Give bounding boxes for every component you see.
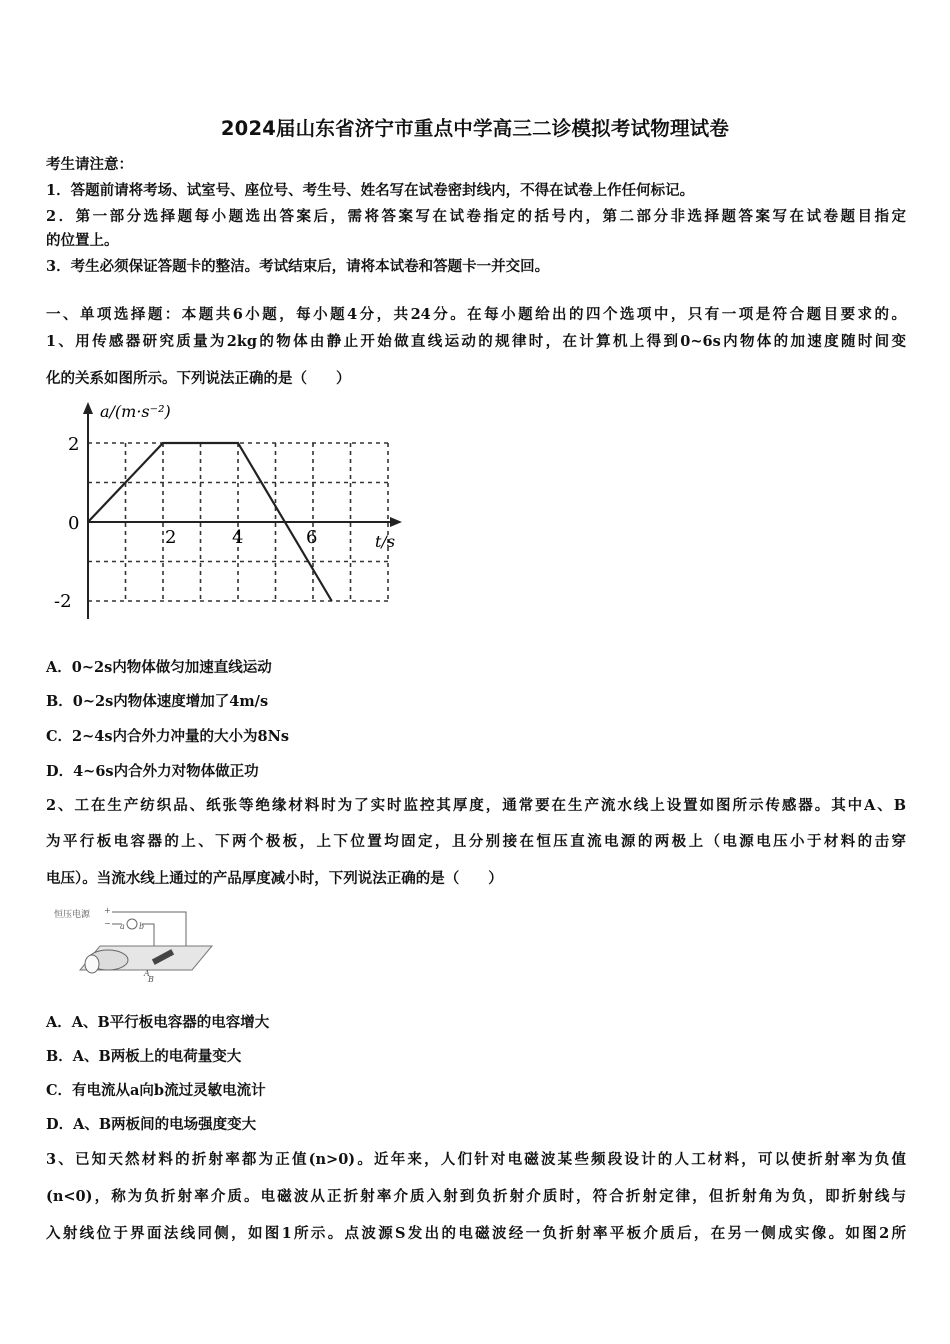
y-tick-label: 0 bbox=[68, 513, 80, 534]
power-source-label: 恒压电源 bbox=[54, 910, 91, 920]
q1-option-b: B．0~2s内物体速度增加了4m/s bbox=[46, 693, 269, 710]
plate-label-a: A bbox=[144, 969, 150, 978]
q2-line2: 为平行板电容器的上、下两个极板，上下位置均固定，且分别接在恒压直流电源的两极上（电源电压小于材料的击穿 bbox=[46, 833, 906, 850]
terminal-a: a bbox=[120, 922, 125, 931]
acceleration-time-graph bbox=[52, 397, 412, 622]
terminal-b: b bbox=[139, 922, 145, 931]
q3-line1: 3、已知天然材料的折射率都为正值(n>0)。近年来，人们针对电磁波某些频段设计的人工材料，可以使折射率为负值 bbox=[46, 1151, 906, 1168]
x-tick-label: 6 bbox=[306, 527, 318, 548]
y-tick-label: -2 bbox=[54, 591, 72, 612]
notice-item-2: 2．第一部分选择题每小题选出答案后，需将答案写在试卷指定的括号内，第二部分非选择题答案写在试卷题目指定 bbox=[46, 208, 906, 225]
q3-line2: (n<0)，称为负折射率介质。电磁波从正折射率介质入射到负折射介质时，符合折射定律，但折射角为负，即折射线与 bbox=[46, 1188, 906, 1205]
x-tick-label: 4 bbox=[232, 527, 244, 548]
minus-sign: − bbox=[104, 919, 111, 928]
section-heading: 一、单项选择题：本题共6小题，每小题4分，共24分。在每小题给出的四个选项中，只有一项是符合题目要求的。 bbox=[46, 306, 906, 323]
q2-line1: 2、工在生产纺织品、纸张等绝缘材料时为了实时监控其厚度，通常要在生产流水线上设置如图所示传感器。其中A、B bbox=[46, 797, 906, 814]
notice-item-1: 1．答题前请将考场、试室号、座位号、考生号、姓名写在试卷密封线内，不得在试卷上作任何标记。 bbox=[46, 182, 695, 199]
y-tick-label: 2 bbox=[68, 434, 80, 455]
q1-option-d: D．4~6s内合外力对物体做正功 bbox=[46, 763, 259, 780]
page-title: 2024届山东省济宁市重点中学高三二诊模拟考试物理试卷 bbox=[220, 117, 730, 140]
notice-heading: 考生请注意： bbox=[46, 156, 133, 173]
notice-item-2-cont: 的位置上。 bbox=[46, 232, 119, 249]
plate-label-b: B bbox=[148, 975, 154, 984]
x-axis-label: t/s bbox=[375, 532, 396, 551]
q2-option-b: B．A、B两板上的电荷量变大 bbox=[46, 1048, 242, 1065]
y-axis-label: a/(m·s⁻²) bbox=[100, 402, 171, 421]
q1-line1: 1、用传感器研究质量为2kg的物体由静止开始做直线运动的规律时，在计算机上得到0~6s内物体的加速度随时间变 bbox=[46, 333, 906, 350]
q2-option-d: D．A、B两板间的电场强度变大 bbox=[46, 1116, 257, 1133]
q1-line2: 化的关系如图所示。下列说法正确的是（ ） bbox=[46, 370, 351, 387]
q3-line3: 入射线位于界面法线同侧，如图1所示。点波源S发出的电磁波经一负折射率平板介质后，在另一侧成实像。如图2所 bbox=[46, 1225, 906, 1242]
x-tick-label: 2 bbox=[165, 527, 177, 548]
q2-option-c: C．有电流从a向b流过灵敏电流计 bbox=[46, 1082, 266, 1099]
sensor-circuit-figure bbox=[52, 904, 224, 984]
q2-line3: 电压）。当流水线上通过的产品厚度减小时，下列说法正确的是（ ） bbox=[46, 870, 503, 887]
q2-option-a: A．A、B平行板电容器的电容增大 bbox=[46, 1014, 270, 1031]
plus-sign: + bbox=[104, 906, 111, 915]
galvanometer-icon bbox=[127, 919, 137, 929]
y-axis-arrow bbox=[83, 402, 93, 414]
q1-option-a: A．0~2s内物体做匀加速直线运动 bbox=[46, 659, 272, 676]
x-axis-arrow bbox=[390, 517, 402, 527]
roller-end bbox=[85, 955, 99, 973]
notice-item-3: 3．考生必须保证答题卡的整洁。考试结束后，请将本试卷和答题卡一并交回。 bbox=[46, 258, 550, 275]
q1-option-c: C．2~4s内合外力冲量的大小为8Ns bbox=[46, 728, 290, 745]
